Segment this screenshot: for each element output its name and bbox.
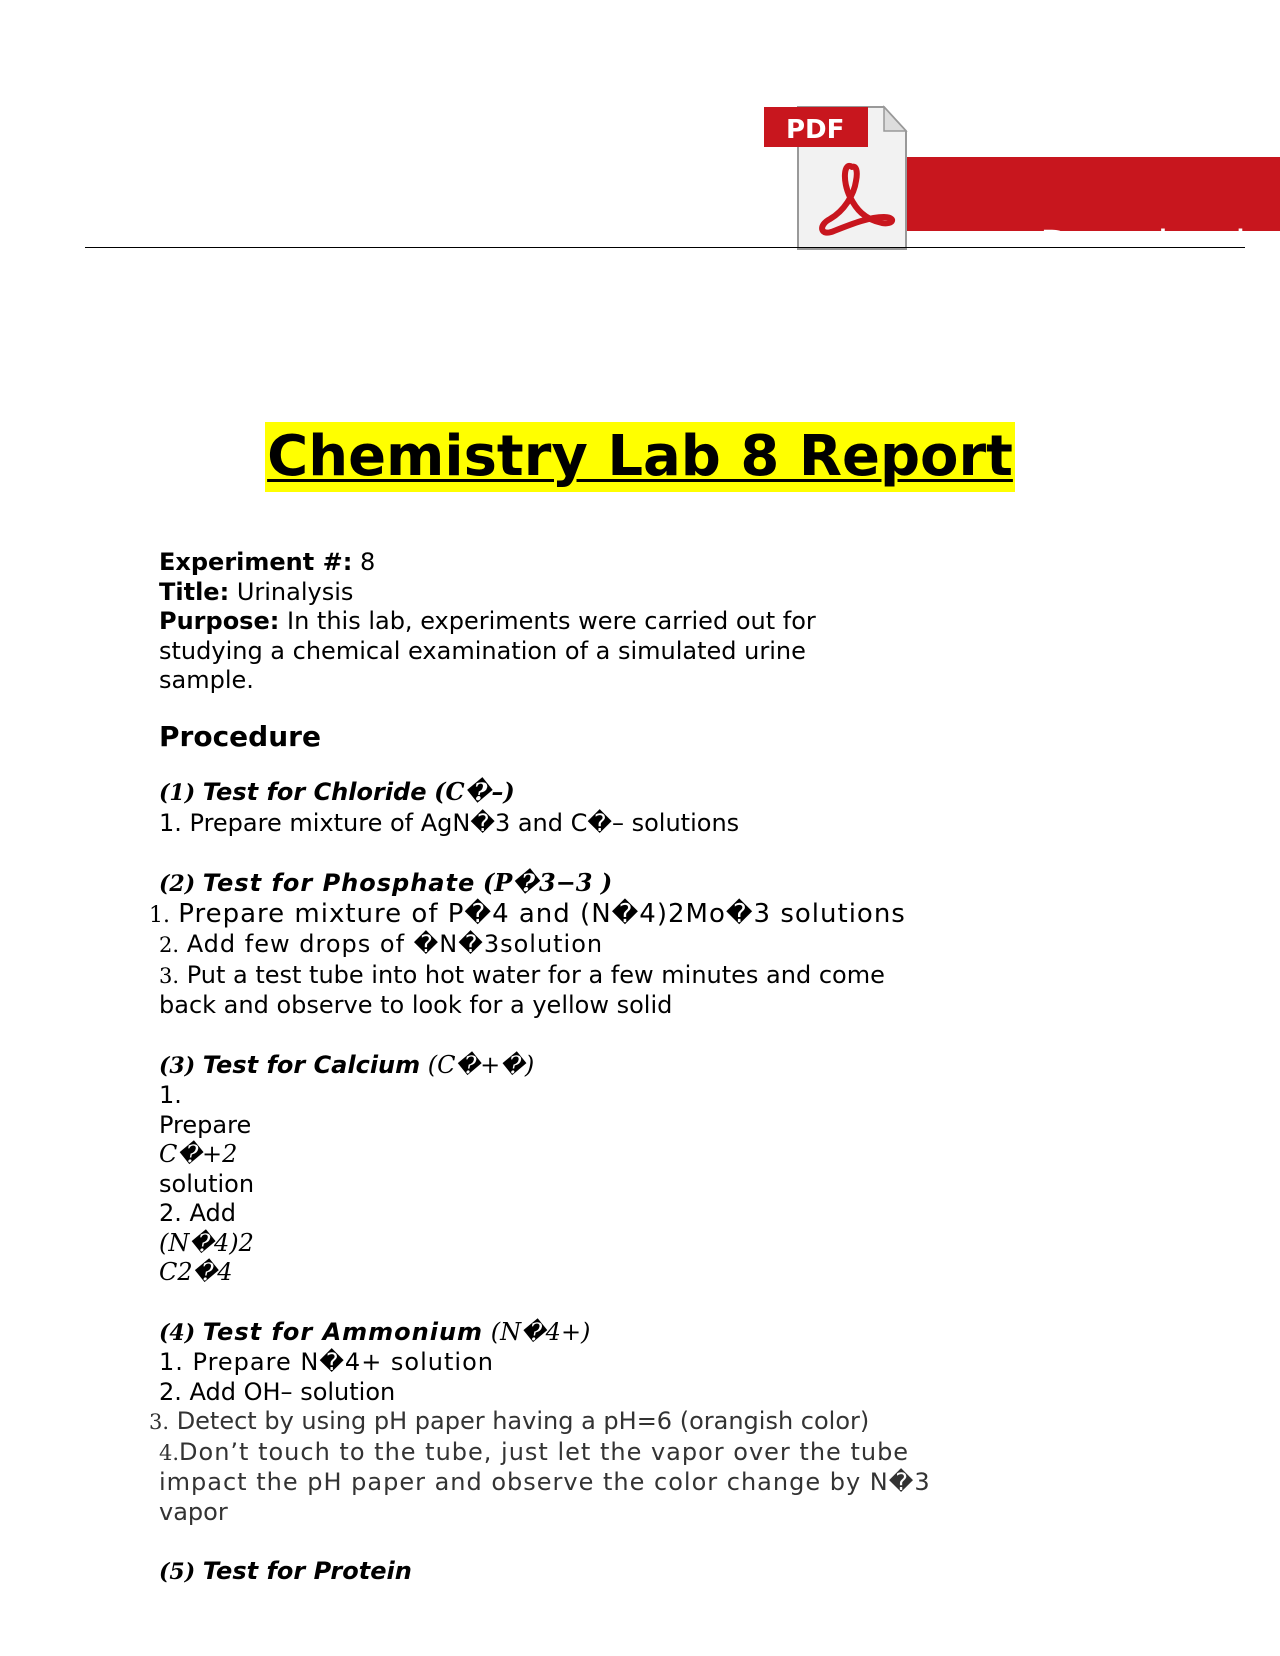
pdf-file-icon — [764, 101, 908, 251]
procedure-step: 3. Detect by using pH paper having a pH=6 (orangish color) — [149, 1407, 870, 1435]
procedure-step: back and observe to look for a yellow solid — [159, 991, 673, 1019]
procedure-line: C2�4 — [159, 1258, 233, 1286]
section-heading: (5) Test for Protein — [159, 1557, 412, 1585]
section-heading: (4) Test for Ammonium (N�4+) — [159, 1317, 591, 1346]
procedure-step: 3. Put a test tube into hot water for a few minutes and come — [159, 960, 885, 989]
page-title: Chemistry Lab 8 Report — [265, 422, 1015, 492]
procedure-step: 1. Prepare mixture of AgN�3 and C�– solutions — [159, 808, 740, 837]
purpose-line: studying a chemical examination of a simulated urine — [159, 636, 806, 665]
procedure-line: (N�4)2 — [159, 1228, 254, 1257]
download-button[interactable] — [844, 157, 1280, 269]
procedure-heading: Procedure — [159, 719, 321, 753]
download-label: Download — [1040, 223, 1247, 269]
title-line: Title: Urinalysis — [159, 577, 354, 606]
procedure-line: Prepare — [159, 1110, 252, 1139]
procedure-step: 4.Don’t touch to the tube, just let the vapor over the tube — [159, 1437, 910, 1466]
procedure-step: vapor — [159, 1497, 228, 1526]
purpose-line: Purpose: In this lab, experiments were carried out for — [159, 607, 816, 635]
procedure-line: solution — [159, 1169, 255, 1198]
procedure-step: 2. Add OH– solution — [159, 1377, 396, 1406]
procedure-step: impact the pH paper and observe the color change by N�3 — [159, 1468, 931, 1496]
svg-text:PDF: PDF — [786, 115, 845, 145]
down-arrow-icon — [1274, 227, 1280, 275]
procedure-line: C�+2 — [159, 1140, 238, 1168]
section-heading: (1) Test for Chloride (C�–) — [159, 777, 515, 806]
section-heading: (3) Test for Calcium (C�+�) — [159, 1050, 535, 1079]
section-heading: (2) Test for Phosphate (P�3−3 ) — [159, 868, 613, 897]
header-rule — [85, 247, 1245, 248]
procedure-step: 2. Add few drops of �N�3solution — [159, 930, 604, 958]
procedure-step: 1. Prepare mixture of P�4 and (N�4)2Mo�3 solutions — [149, 898, 906, 929]
purpose-line: sample. — [159, 666, 254, 694]
experiment-line: Experiment #: 8 — [159, 548, 376, 576]
pdf-download-banner[interactable] — [764, 101, 1280, 269]
report-body — [149, 548, 1019, 1588]
procedure-step: 1. Prepare N�4+ solution — [159, 1348, 494, 1376]
procedure-line: 2. Add — [159, 1199, 236, 1227]
procedure-line: 1. — [159, 1081, 182, 1109]
